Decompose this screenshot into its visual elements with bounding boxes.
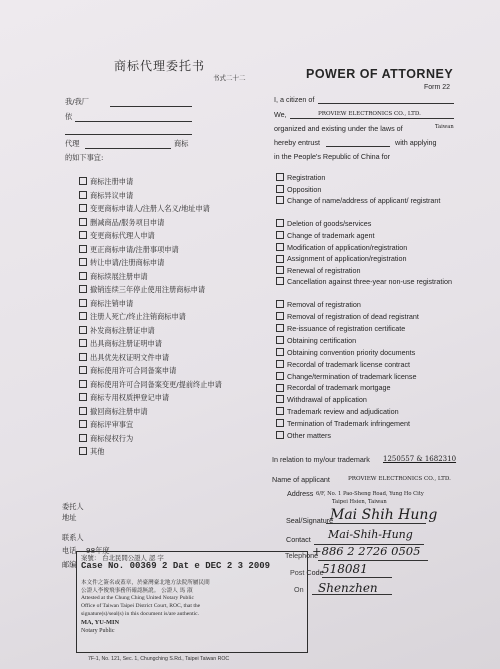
checkbox-icon [79,245,87,253]
stamp-notary-name: MA, YU-MIN [81,619,120,626]
address-line-1: 6/F, No. 1 Pao-Sheng Road, Yung Ho City [316,491,424,497]
english-checklist [276,172,461,442]
checkbox-icon [79,380,87,388]
checkbox-icon [79,177,87,185]
checkbox-icon [79,366,87,374]
checkbox-icon [79,339,87,347]
checklist-item: Change of name/address of applicant/ registrant [276,196,461,218]
checklist-item: 商标使用许可合同备案申请 [79,364,222,378]
checkbox-icon [79,272,87,280]
on-label: On [294,585,304,594]
checklist-item: Change of trademark agent [276,230,461,242]
checkbox-icon [276,185,284,193]
checklist-item: 出具优先权证明文件申请 [79,351,222,365]
postcode-value: 518081 [322,562,368,576]
telephone-line [318,560,428,561]
checkbox-icon [276,300,284,308]
stamp-cn-line-2: 公證人李俊飛事務所確認無訛。 公證人 馬 淑 [81,588,193,594]
checkbox-icon [79,258,87,266]
telephone-label: Telephone [285,551,319,560]
checklist-item: Renewal of registration [276,265,461,277]
checkbox-icon [276,255,284,263]
contact-value: Mai-Shih-Hung [328,528,413,541]
checklist-item: 商标续展注册申请 [79,270,222,284]
applicant-name-label: Name of applicant [272,475,330,484]
checkbox-icon [276,395,284,403]
checklist-item: 商标使用许可合同备案变更/提前终止申请 [79,378,222,392]
checklist-item: 商标侵权行为 [79,432,222,446]
postcode-line [322,577,392,578]
checklist-item: Withdrawal of application [276,394,461,406]
principal-label: 我/我厂 [65,97,89,106]
checklist-item: 商标专用权质押登记申请 [79,391,222,405]
prc-line: in the People's Republic of China for [274,152,391,161]
checkbox-icon [79,326,87,334]
checkbox-icon [276,336,284,344]
checklist-item: Termination of Trademark infringement [276,418,461,430]
english-title: POWER OF ATTORNEY [306,67,454,81]
form-code-chinese: 书式二十二 [213,74,246,82]
client-address-label: 地址 [62,513,77,522]
checkbox-icon [276,231,284,239]
checklist-item: Trademark review and adjudication [276,406,461,418]
stamp-en-line-2: Office of Taiwan Taipei District Court, ROC, that the [81,603,201,609]
entrust-blank [326,146,390,147]
stamp-case-number: Case No. 00369 2 Dat e DEC 2 3 2009 [81,561,271,571]
checkbox-icon [79,204,87,212]
checkbox-icon [79,393,87,401]
checklist-item: Obtaining convention priority documents [276,347,461,359]
checkbox-icon [79,299,87,307]
left-tel-label: 电话 [62,546,77,555]
seal-signature-label: Seal/Signature [286,516,334,525]
citizen-blank [318,103,454,104]
checkbox-icon [276,173,284,181]
checkbox-icon [276,312,284,320]
signature-line [326,523,426,524]
client-label: 委托人 [62,502,84,511]
company-name-filled: PROVIEW ELECTRONICS CO., LTD. [318,111,421,117]
agent-suffix: 商标 [174,139,189,148]
applicant-name-value: PROVIEW ELECTRONICS CO., LTD. [348,476,451,482]
checklist-item: Recordal of trademark mortgage [276,382,461,394]
checklist-item: 注册人死亡/终止注销商标申请 [79,310,222,324]
checkbox-icon [276,384,284,392]
checkbox-icon [79,420,87,428]
checkbox-icon [79,447,87,455]
country-filled: Taiwan [435,124,454,130]
checklist-item: 商标异议申请 [79,189,222,203]
blank-line [65,134,192,135]
checkbox-icon [276,360,284,368]
left-contact-label: 联系人 [62,533,84,542]
checklist-item: Recordal of trademark license contract [276,359,461,371]
checkbox-icon [276,431,284,439]
stamp-header: 案號： 台北民間公證人 認 字 [81,554,164,562]
we-label: We, [274,110,287,119]
chinese-title: 商标代理委托书 [114,59,206,73]
checkbox-icon [79,407,87,415]
according-label: 依 [65,112,73,121]
checklist-item: 更正商标申请/注册事项申请 [79,243,222,257]
checkbox-icon [276,372,284,380]
checkbox-icon [79,191,87,199]
checklist-item: 出具商标注册证明申请 [79,337,222,351]
checklist-item: 撤销连续三年停止使用注册商标申请 [79,283,222,297]
address-label: Address [287,489,314,498]
we-blank [290,118,454,119]
citizen-line: I, a citizen of [274,95,315,104]
notary-stamp [76,551,308,653]
contact-label: Contact [286,535,311,544]
postcode-label: Post Code [290,568,324,577]
checkbox-icon [79,353,87,361]
checkbox-icon [276,324,284,332]
checklist-item: Other matters [276,430,461,442]
checklist-item: Removal of registration of dead registrant [276,311,461,323]
checkbox-icon [276,277,284,285]
checklist-item: Deletion of goods/services [276,218,461,230]
checklist-item: 撤回商标注册申请 [79,405,222,419]
checkbox-icon [276,419,284,427]
entrust-label: hereby entrust [274,138,320,147]
organized-line: organized and existing under the laws of [274,124,403,133]
checkbox-icon [276,407,284,415]
checklist-item: 商标注册申请 [79,175,222,189]
checklist-item: Opposition [276,184,461,196]
checklist-item: Assignment of application/registration [276,253,461,265]
checklist-item: 其他 [79,445,222,459]
checklist-item: 转让申请/注册商标申请 [79,256,222,270]
agent-label: 代理 [65,139,80,148]
stamp-cn-line-1: 本文件之簽名或蓋章，於臺灣臺北地方法院所屬民間 [81,580,210,586]
checklist-item: 删减商品/服务项目申请 [79,216,222,230]
applying-label: with applying [395,138,437,147]
checklist-item: Registration [276,172,461,184]
stamp-footer-address: 7F-1, No. 121, Sec. 1, Chungching S.Rd., Taipei Taiwan ROC [88,656,230,662]
according-line [75,121,192,122]
following-label: 的如下事宜: [65,153,104,162]
checklist-item: 商标注销申请 [79,297,222,311]
form-number: Form 22 [424,84,451,91]
left-tel-value: 98年度 [86,546,110,555]
checkbox-icon [276,243,284,251]
checkbox-icon [79,285,87,293]
trademark-relation-label: In relation to my/our trademark [272,455,370,464]
checkbox-icon [79,312,87,320]
checklist-item: Modification of application/registration [276,242,461,254]
agent-line [85,148,171,149]
checklist-item: Change/termination of trademark license [276,371,461,383]
checkbox-icon [79,434,87,442]
trademark-numbers-filled: 1250557 & 1682310 [383,455,457,463]
checkbox-icon [276,219,284,227]
checkbox-icon [79,218,87,226]
checkbox-icon [276,266,284,274]
stamp-notary-role: Notary Public [81,628,115,634]
chinese-checklist [79,175,222,459]
stamp-en-line-3: signature(s)/seal(s) in this document is/are authentic. [81,611,200,617]
checklist-item: 变更商标代理人申请 [79,229,222,243]
checklist-item: Re-issuance of registration certificate [276,323,461,335]
on-value: Shenzhen [318,581,378,595]
checklist-item: 补发商标注册证申请 [79,324,222,338]
checklist-item: 变更商标申请人/注册人名义/地址申请 [79,202,222,216]
checklist-item: Cancellation against three-year non-use registration [276,277,461,299]
checkbox-icon [79,231,87,239]
telephone-value: +886 2 2726 0505 [312,544,421,558]
checklist-item: Obtaining certification [276,335,461,347]
checklist-item: Removal of registration [276,299,461,311]
checkbox-icon [276,348,284,356]
stamp-en-line-1: Attested at the Chung Ching United Notary Public [81,595,194,601]
handwritten-signature: Mai Shih Hung [330,507,438,523]
checklist-item: 商标评审事宜 [79,418,222,432]
left-postcode-label: 邮编 [62,560,77,569]
principal-line [110,106,192,107]
checkbox-icon [276,196,284,204]
address-line-2: Taipei Hsien, Taiwan [332,499,387,505]
